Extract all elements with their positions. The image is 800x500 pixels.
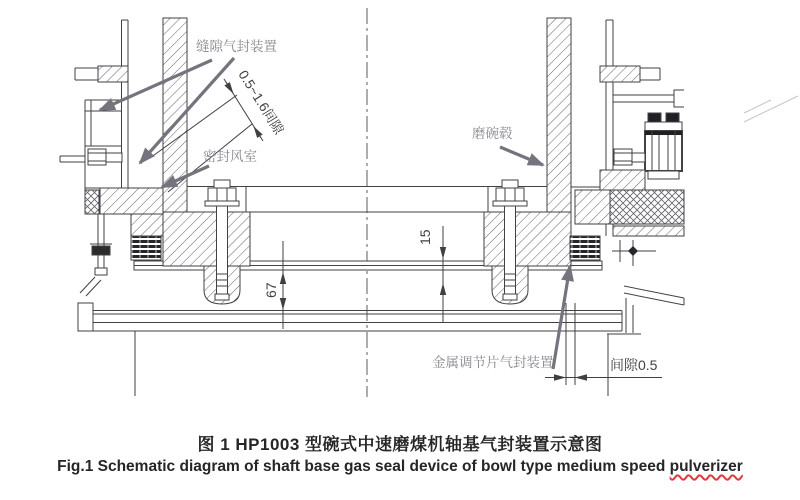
dim-15-text: 15 bbox=[417, 229, 433, 245]
left-laminated-seal-block bbox=[131, 236, 161, 260]
figure-caption-en-main: Fig.1 Schematic diagram of shaft base gas seal device of bowl type medium speed bbox=[57, 458, 670, 475]
label-slot-seal bbox=[100, 38, 277, 163]
dim-67-text: 67 bbox=[263, 282, 279, 298]
left-seal-assembly bbox=[60, 20, 163, 296]
bowl-right-wall bbox=[547, 18, 571, 212]
figure-caption-en bbox=[0, 456, 800, 477]
hub-left bbox=[163, 212, 250, 266]
dimension-67 bbox=[263, 241, 283, 329]
gap-range-text: 0.5~1.6间隙 bbox=[235, 67, 287, 138]
right-seal-assembly bbox=[570, 20, 684, 333]
figure-caption bbox=[0, 434, 800, 477]
dimension-15 bbox=[417, 226, 443, 322]
right-top-flange bbox=[600, 66, 640, 82]
clearance-dim-text: 间隙0.5 bbox=[610, 357, 658, 373]
bowl-hub-text: 磨碗毂 bbox=[472, 126, 513, 141]
right-actuator-component bbox=[645, 113, 682, 179]
figure-caption-zh: 图 1 HP1003 型碗式中速磨煤机轴基气封装置示意图 bbox=[197, 435, 603, 454]
edge-detail bbox=[744, 96, 798, 122]
metal-strip-seal-text: 金属调节片气封装置 bbox=[432, 355, 554, 370]
left-vertical-stud bbox=[90, 214, 112, 275]
left-horizontal-bolt bbox=[88, 149, 122, 165]
spellcheck-underlined-word: pulverizer bbox=[669, 458, 743, 475]
bowl-hub-arrow bbox=[500, 147, 543, 165]
left-top-flange bbox=[98, 66, 128, 82]
hub-right bbox=[484, 212, 571, 266]
slot-seal-text: 缝隙气封装置 bbox=[196, 39, 277, 54]
left-packing-block bbox=[85, 190, 99, 214]
seal-air-chamber-text: 密封风室 bbox=[203, 149, 257, 164]
label-bowl-hub bbox=[472, 125, 543, 165]
right-packing-block bbox=[610, 190, 684, 224]
right-horizontal-bolt bbox=[614, 149, 645, 165]
metal-strip-seal-arrow bbox=[553, 266, 570, 369]
right-laminated-seal-block bbox=[570, 236, 600, 260]
